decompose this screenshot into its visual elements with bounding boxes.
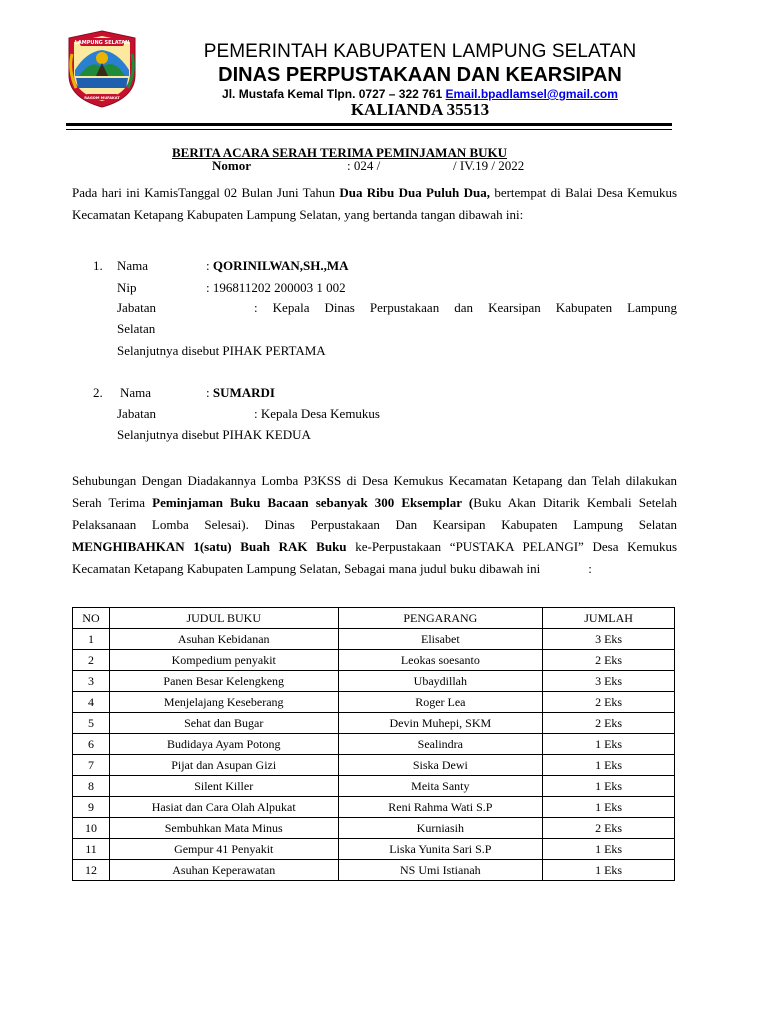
table-row: [73, 755, 675, 776]
table-row: [73, 776, 675, 797]
party1-nip-label: Nip: [117, 280, 137, 295]
email-link[interactable]: Email.bpadlamsel@gmail.com: [445, 87, 618, 101]
cell-judul: Panen Besar Kelengkeng: [109, 671, 338, 692]
party1-nama-colon: :: [206, 258, 213, 273]
intro-text-c: bertempat di Balai Desa Kemukus Kecamatan Ketapang Kabupaten Lampung Selatan, yang bertanda tangan dibawah ini:: [72, 185, 678, 222]
cell-no: 12: [73, 860, 110, 881]
cell-pengarang: Roger Lea: [338, 692, 543, 713]
cell-jumlah: 2 Eks: [543, 818, 675, 839]
cell-no: 5: [73, 713, 110, 734]
party2-nama-label: Nama: [120, 385, 152, 400]
cell-pengarang: Sealindra: [338, 734, 543, 755]
cell-pengarang: Elisabet: [338, 629, 543, 650]
cell-jumlah: 1 Eks: [543, 839, 675, 860]
logo-top-text: LAMPUNG SELATAN: [74, 40, 130, 46]
cell-no: 9: [73, 797, 110, 818]
party2-nama-colon: :: [206, 385, 213, 400]
party2-nama-value: SUMARDI: [212, 385, 275, 400]
party1-nama-value: QORINILWAN,SH.,MA: [212, 258, 349, 273]
cell-no: 10: [73, 818, 110, 839]
intro-text-a: Pada hari ini KamisTanggal 02 Bulan Juni Tahun: [72, 185, 340, 200]
body-text-c: Buku Akan Ditarik Kembali Setelah Pelaksanaan Lomba Selesai). Dinas Perpustakaan Dan Kearsipan Kabupaten Lampung Selatan: [72, 495, 677, 532]
cell-no: 7: [73, 755, 110, 776]
table-row: [73, 692, 675, 713]
cell-judul: Gempur 41 Penyakit: [109, 839, 338, 860]
cell-jumlah: 3 Eks: [543, 671, 675, 692]
body-text-a: Sehubungan Dengan Diadakannya Lomba P3KSS di Desa Kemukus Kecamatan Ketapang dan Telah dilakukan Serah Terima: [72, 473, 677, 510]
city-postcode: KALIANDA 35513: [350, 100, 490, 119]
document-title: BERITA ACARA SERAH TERIMA PEMINJAMAN BUKU: [172, 145, 508, 160]
cell-jumlah: 2 Eks: [543, 650, 675, 671]
cell-pengarang: Leokas soesanto: [338, 650, 543, 671]
logo-bottom-text: RAGOM MUFAKAT: [84, 96, 120, 100]
cell-pengarang: Reni Rahma Wati S.P: [338, 797, 543, 818]
nomor-suffix: / IV.19 / 2022: [453, 158, 525, 173]
body-paragraph: [72, 470, 677, 580]
cell-pengarang: Ubaydillah: [338, 671, 543, 692]
cell-judul: Silent Killer: [109, 776, 338, 797]
intro-date-bold: Dua Ribu Dua Puluh Dua,: [339, 185, 490, 200]
address-text: Jl. Mustafa Kemal Tlpn. 0727 – 322 761: [222, 87, 446, 101]
govt-name: PEMERINTAH KABUPATEN LAMPUNG SELATAN: [203, 41, 637, 62]
table-row: [73, 839, 675, 860]
table-row: [73, 671, 675, 692]
cell-no: 8: [73, 776, 110, 797]
table-row: [73, 734, 675, 755]
party1-jabatan-value: : Kepala Dinas Perpustakaan dan Kearsipan Kabupaten Lampung: [254, 300, 677, 315]
table-row: [73, 818, 675, 839]
cell-jumlah: 2 Eks: [543, 692, 675, 713]
body-loan-bold: Peminjaman Buku Bacaan sebanyak 300 Eksemplar (: [152, 495, 474, 510]
cell-pengarang: Kurniasih: [338, 818, 543, 839]
cell-pengarang: Devin Muhepi, SKM: [338, 713, 543, 734]
cell-jumlah: 1 Eks: [543, 860, 675, 881]
cell-judul: Asuhan Keperawatan: [109, 860, 338, 881]
cell-pengarang: NS Umi Istianah: [338, 860, 543, 881]
intro-paragraph: [72, 182, 677, 226]
party2-jabatan-label: Jabatan: [117, 406, 156, 421]
table-row: [73, 713, 675, 734]
party1-jabatan-label: Jabatan: [117, 300, 156, 315]
header-no: NO: [73, 608, 110, 629]
table-row: [73, 860, 675, 881]
cell-judul: Sehat dan Bugar: [109, 713, 338, 734]
cell-pengarang: Liska Yunita Sari S.P: [338, 839, 543, 860]
nomor-label: Nomor: [212, 158, 251, 173]
table-row: [73, 797, 675, 818]
cell-judul: Pijat dan Asupan Gizi: [109, 755, 338, 776]
cell-judul: Menjelajang Keseberang: [109, 692, 338, 713]
party2-nama: [206, 385, 275, 401]
book-table: [72, 607, 675, 881]
letterhead-rule-thick: [66, 123, 672, 126]
body-colon: :: [588, 561, 592, 576]
cell-jumlah: 2 Eks: [543, 713, 675, 734]
cell-no: 3: [73, 671, 110, 692]
party2-disebut: Selanjutnya disebut PIHAK KEDUA: [117, 427, 311, 442]
cell-jumlah: 1 Eks: [543, 734, 675, 755]
cell-jumlah: 1 Eks: [543, 797, 675, 818]
lampung-selatan-emblem: [66, 30, 138, 108]
header-jumlah: JUMLAH: [543, 608, 675, 629]
table-row: [73, 650, 675, 671]
nomor-value: : 024 /: [347, 158, 381, 173]
cell-jumlah: 1 Eks: [543, 755, 675, 776]
party1-nama-label: Nama: [117, 258, 149, 273]
table-row: [73, 629, 675, 650]
header-pengarang: PENGARANG: [338, 608, 543, 629]
cell-judul: Sembuhkan Mata Minus: [109, 818, 338, 839]
address-line: [160, 87, 680, 101]
cell-no: 4: [73, 692, 110, 713]
cell-judul: Kompedium penyakit: [109, 650, 338, 671]
table-header-row: [73, 608, 675, 629]
cell-no: 11: [73, 839, 110, 860]
party1-disebut: Selanjutnya disebut PIHAK PERTAMA: [117, 343, 326, 358]
cell-judul: Hasiat dan Cara Olah Alpukat: [109, 797, 338, 818]
cell-judul: Budidaya Ayam Potong: [109, 734, 338, 755]
party1-nama: [206, 258, 349, 274]
header-judul: JUDUL BUKU: [109, 608, 338, 629]
cell-jumlah: 1 Eks: [543, 776, 675, 797]
cell-no: 2: [73, 650, 110, 671]
letterhead-rule-thin: [66, 129, 672, 130]
cell-no: 1: [73, 629, 110, 650]
office-name: DINAS PERPUSTAKAAN DAN KEARSIPAN: [218, 64, 622, 86]
cell-judul: Asuhan Kebidanan: [109, 629, 338, 650]
body-text-e: ke-Perpustakaan “PUSTAKA PELANGI” Desa Kemukus Kecamatan Ketapang Kabupaten Lampung Selatan, Sebagai mana judul buku dibawah ini: [72, 539, 677, 576]
cell-pengarang: Meita Santy: [338, 776, 543, 797]
party2-number: 2.: [93, 385, 103, 400]
party2-jabatan-value: : Kepala Desa Kemukus: [254, 406, 380, 421]
cell-no: 6: [73, 734, 110, 755]
cell-pengarang: Siska Dewi: [338, 755, 543, 776]
party1-number: 1.: [93, 258, 103, 273]
party1-nip-value: : 196811202 200003 1 002: [206, 280, 346, 295]
body-grant-bold: MENGHIBAHKAN 1(satu) Buah RAK Buku: [72, 539, 347, 554]
party1-jabatan-cont: Selatan: [117, 321, 156, 336]
cell-jumlah: 3 Eks: [543, 629, 675, 650]
